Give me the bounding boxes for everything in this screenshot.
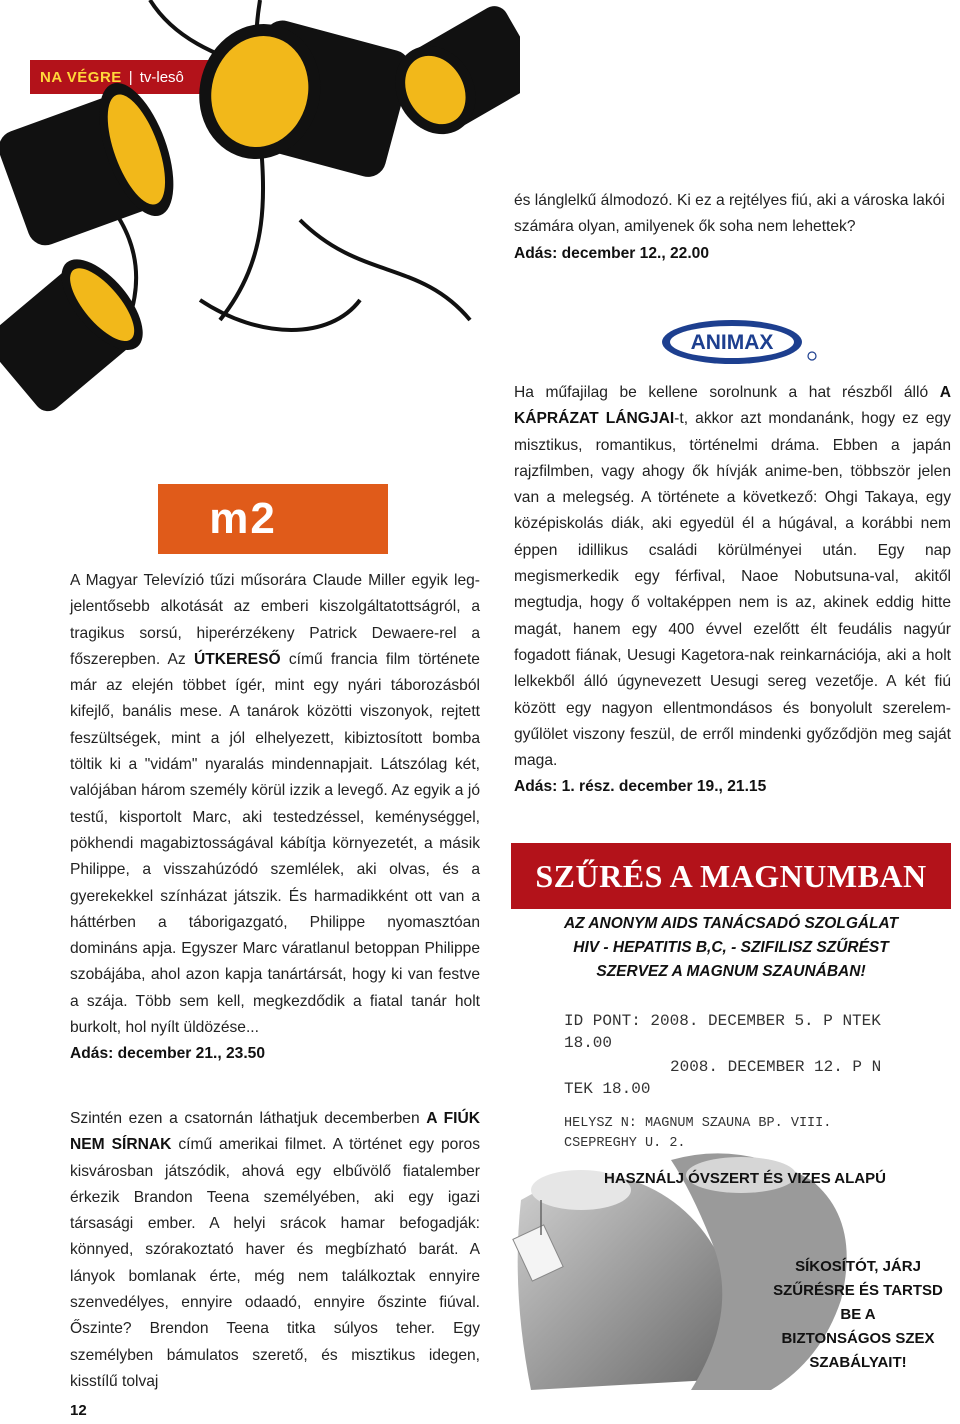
animax-article — [514, 380, 951, 801]
m2-logo-text: m2 — [209, 494, 277, 543]
section-subtitle: tv-lesô — [139, 68, 184, 86]
page-number: 12 — [70, 1402, 87, 1419]
warning-line-2: SÍKOSÍTÓT, JÁRJ — [795, 1258, 921, 1275]
venue-line-1: HELYSZ N: MAGNUM SZAUNA BP. VIII. — [564, 1116, 832, 1131]
warning-line-5: BIZTONSÁGOS SZEX — [781, 1330, 935, 1347]
magnum-head-1: AZ ANONYM AIDS TANÁCSADÓ SZOLGÁLAT — [563, 915, 899, 932]
animax-logo-text: ANIMAX — [690, 331, 774, 354]
right-top-line1: és lánglelkű álmodozó. Ki ez a rejtélyes fiú, aki a városka lakói — [514, 192, 945, 209]
venue-line-2: CSEPREGHY U. 2. — [564, 1136, 686, 1151]
m2-2-body: című amerikai filmet. A történet egy poros kisvárosban játszódik, ahová egy elbűvölő fiatalember érkezik Brandon Teena személyében, aki egy igazi társasági ember. A helyi srácok hamar befogadják: könnyed, szórakoztató haver és megbízható barát. A lányok bomlanak érte, még nem találkoztak ennyire szenvedélyes, ennyire odaadó, ennyire őszinte fiúval. Őszinte? Brendon Teena titka súlyos teher. Egy személyben bámulatos szerető, és misztikus idegen, kisstílű tolvaj — [70, 1136, 480, 1390]
warning-line-3: SZŰRÉSRE ÉS TARTSD — [773, 1282, 943, 1299]
magnum-head-2: HIV - HEPATITIS B,C, - SZIFILISZ SZŰRÉST — [573, 939, 889, 956]
magnum-dates — [564, 1010, 881, 1100]
date-2: 2008. DECEMBER 12. P N — [670, 1058, 882, 1076]
m2-2-intro: Szintén ezen a csatornán láthatjuk decemberben — [70, 1110, 420, 1127]
m2-body: című francia film története már az elején többet ígér, mint egy nyári táborozásból kifejlő, banális mese. A tanárok közötti viszonyok, rejtett feszültségek, mint a jól elhelyezett, kibiztosított bomba töltik ki a "vidám" nyaralás mindennapjait. Látszólag két, valójában három személy körül izzik a levegő. Az egyik a jó testű, kisportolt Marc, aki testedzéssel, keménységgel, pökhendi magabiztosságával kábítja környezetét, a másik Philippe, a visszahúzódó szemlélek, aki olvas, és a gyerekekkel színházat játszik. És harmadikként ott van a háttérben a táborigazgató, Philippe nyomasztóan domináns apja. Egyszer Marc váratlanul betoppan Philippe szobájába, ahol azon kapja tanártársát, hogy ki van festve a szája. Több sem kell, megkezdődik a fiatal tanár holt burkolt, hol nyílt üldözése... — [70, 650, 480, 1037]
airdate-m2: Adás: december 21., 23.50 — [70, 1045, 266, 1063]
date-1: ID PONT: 2008. DECEMBER 5. P NTEK — [564, 1012, 881, 1030]
m2-film-title: ÚTKERESŐ — [193, 650, 281, 668]
date-2-time: TEK 18.00 — [564, 1080, 651, 1098]
m2-logo — [158, 484, 388, 554]
date-1-time: 18.00 — [564, 1034, 613, 1052]
warning-line-1: HASZNÁLJ ÓVSZERT ÉS VIZES ALAPÚ — [604, 1170, 886, 1187]
section-label: NA VÉGRE — [40, 68, 122, 86]
warning-line-4: BE A — [840, 1306, 876, 1323]
magnum-title: SZŰRÉS A MAGNUMBAN — [511, 843, 951, 909]
animax-film-title: A KÁPRÁZAT LÁNGJAI — [514, 384, 951, 428]
magnum-venue — [564, 1114, 831, 1154]
magnum-headline — [511, 912, 951, 984]
header-separator: | — [128, 68, 133, 86]
magnum-head-3: SZERVEZ A MAGNUM SZAUNÁBAN! — [596, 963, 866, 980]
m2-intro: A Magyar Televízió tűzi műsorára Claude Miller egyik leg-jelentősebb alkotását az emberi kiszolgáltatottságról, a tragikus sorsú, hiperérzékeny Patrick Dewaere-rel a főszerepben. Az — [70, 572, 480, 668]
animax-body: -t, akkor azt mondanánk, hogy ez egy misztikus, romantikus, történelmi dráma. Ebben a japán rajzfilmben, vagy ahogy ők hívják anime-ben, többször jelen van a melegség. A története a következő: Ohgi Takaya, egy középiskolás diák, aki egyedül él a húgával, a korábbi nem éppen idillikus családi körülményei után. Egy nap megismerkedik egy férfival, Naoe Nobutsuna-val, akitől megtudja, hogy ő voltaképpen nem is az, akinek eddig hitte magát, hanem egy 400 évvel ezelőtt élt feudális nagyúr fogadott fiának, Uesugi Kagetora-nak reinkarnációja, aki a holt lelkekből álló úgynevezett Uesugi sereg vezetője. A két fiú között egy nagyon ellentmondásos és bonyolult szerelem-gyűlölet viszony feszül, de erről mindenki győződjön meg saját maga. — [514, 410, 951, 770]
right-top-text — [514, 188, 951, 267]
right-top-line2: számára olyan, amilyenek ők soha nem lehettek? — [514, 218, 856, 236]
m2-article-2 — [70, 1106, 480, 1395]
warning-line-6: SZABÁLYAIT! — [809, 1354, 907, 1371]
m2-article — [70, 568, 480, 1068]
airdate-1: Adás: december 12., 22.00 — [514, 244, 710, 262]
stage-lights-illustration — [0, 0, 520, 440]
m2-2-film-title: A FIÚK NEM SÍRNAK — [70, 1110, 480, 1154]
airdate-animax: Adás: 1. rész. december 19., 21.15 — [514, 778, 767, 796]
animax-logo — [660, 318, 820, 366]
warning-block — [768, 1255, 948, 1375]
animax-intro: Ha műfajilag be kellene sorolnunk a hat részből álló — [514, 384, 929, 401]
